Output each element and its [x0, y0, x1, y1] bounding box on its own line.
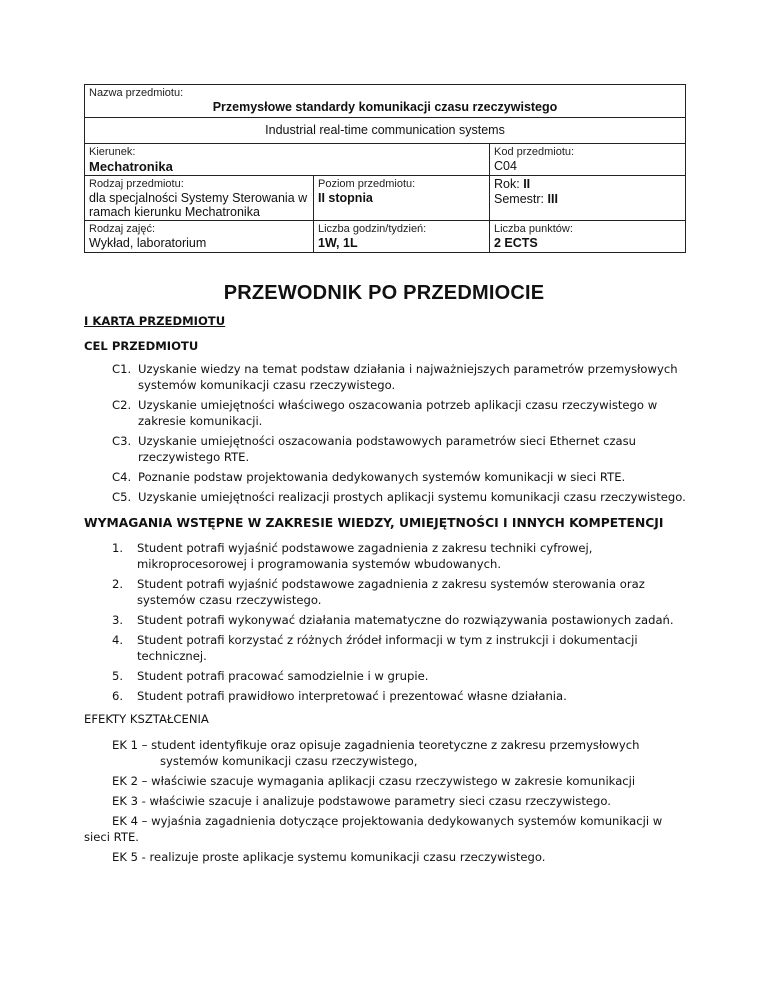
list-item	[112, 688, 692, 704]
card-heading: I KARTA PRZEDMIOTU	[84, 314, 226, 328]
outcome-text: EK 2 – właściwie szacuje wymagania aplikacji czasu rzeczywistego w zakresie komunikacji	[112, 774, 636, 788]
item-text: Student potrafi prawidłowo interpretować i prezentować własne działania.	[137, 689, 567, 703]
points-cell	[490, 221, 685, 252]
learning-outcomes-heading: EFEKTY KSZTAŁCENIA	[84, 712, 209, 726]
course-code-cell	[490, 144, 685, 175]
field-row	[85, 144, 685, 176]
list-item	[112, 612, 692, 628]
points-value: 2 ECTS	[494, 236, 538, 250]
semester-label: Semestr:	[494, 192, 545, 206]
hours-label: Liczba godzin/tydzień:	[318, 223, 427, 235]
item-text: Uzyskanie umiejętności oszacowania podstawowych parametrów sieci Ethernet czasu rzeczywistego RTE.	[138, 434, 637, 464]
objective-heading: CEL PRZEDMIOTU	[84, 339, 199, 353]
semester-value: III	[547, 192, 558, 206]
list-item	[112, 632, 692, 664]
requirements-heading: WYMAGANIA WSTĘPNE W ZAKRESIE WIEDZY, UMIEJĘTNOŚCI I INNYCH KOMPETENCJI	[84, 516, 664, 530]
item-text: Poznanie podstaw projektowania dedykowanych systemów komunikacji w sieci RTE.	[138, 470, 626, 484]
points-label: Liczba punktów:	[494, 223, 573, 235]
year-line	[494, 177, 681, 192]
item-number: 2.	[112, 577, 124, 591]
list-item	[112, 469, 692, 485]
outcome-continuation: systemów komunikacji czasu rzeczywistego,	[160, 754, 418, 768]
requirements-list	[112, 540, 692, 708]
item-number: 3.	[112, 613, 124, 627]
list-item	[112, 397, 692, 429]
outcome-text: EK 5 - realizuje proste aplikacje systemu komunikacji czasu rzeczywistego.	[112, 850, 546, 864]
item-number: C1.	[112, 362, 132, 376]
item-number: 6.	[112, 689, 124, 703]
course-info-table	[84, 84, 686, 253]
learning-outcomes-list	[84, 737, 684, 869]
class-type-label: Rodzaj zajęć:	[89, 223, 156, 235]
outcome-text: EK 1 – student identyfikuje oraz opisuje zagadnienia teoretyczne z zakresu przemysłowych	[112, 738, 640, 752]
hours-value: 1W, 1L	[318, 236, 358, 250]
item-text: Student potrafi pracować samodzielnie i w grupie.	[137, 669, 429, 683]
page-title: PRZEWODNIK PO PRZEDMIOCIE	[223, 282, 545, 304]
item-text: Student potrafi korzystać z różnych źródeł informacji w tym z instrukcji i dokumentacji technicznej.	[137, 633, 638, 663]
item-number: 5.	[112, 669, 124, 683]
item-number: C3.	[112, 434, 132, 448]
list-item	[84, 793, 684, 809]
item-number: 4.	[112, 633, 124, 647]
hours-cell	[314, 221, 490, 252]
course-level-cell	[314, 176, 490, 220]
course-level-value: II stopnia	[318, 191, 373, 205]
list-item	[112, 361, 692, 393]
item-text: Uzyskanie umiejętności realizacji prostych aplikacji systemu komunikacji czasu rzeczywistego.	[138, 490, 686, 504]
outcome-text: EK 4 – wyjaśnia zagadnienia dotyczące projektowania dedykowanych systemów komunikacji w sieci RTE.	[84, 814, 663, 844]
list-item	[84, 773, 684, 789]
field-value: Mechatronika	[89, 159, 173, 174]
item-text: Student potrafi wyjaśnić podstawowe zagadnienia z zakresu techniki cyfrowej, mikroprocesorowej i programowania systemów wbudowanych.	[137, 541, 593, 571]
item-number: C4.	[112, 470, 132, 484]
objectives-list	[112, 361, 692, 509]
list-item	[112, 489, 692, 505]
class-type-cell	[85, 221, 314, 252]
course-name-en-section	[85, 118, 685, 144]
course-code-label: Kod przedmiotu:	[494, 146, 575, 158]
list-item	[84, 813, 684, 845]
item-number: C5.	[112, 490, 132, 504]
class-type-value: Wykład, laboratorium	[89, 236, 207, 250]
semester-line	[494, 192, 681, 207]
course-name-en: Industrial real-time communication systems	[265, 123, 505, 137]
list-item	[112, 576, 692, 608]
list-item	[112, 668, 692, 684]
item-text: Uzyskanie wiedzy na temat podstaw działania i najważniejszych parametrów przemysłowych systemów komunikacji czasu rzeczywistego.	[138, 362, 678, 392]
course-type-cell	[85, 176, 314, 220]
field-cell	[85, 144, 490, 175]
year-label: Rok:	[494, 177, 520, 191]
list-item	[84, 849, 684, 865]
course-name-label: Nazwa przedmiotu:	[89, 87, 184, 99]
item-text: Student potrafi wykonywać działania matematyczne do rozwiązywania postawionych zadań.	[137, 613, 674, 627]
field-label: Kierunek:	[89, 146, 136, 158]
type-row	[85, 176, 685, 221]
course-name-section	[85, 85, 685, 118]
classes-row	[85, 221, 685, 252]
course-type-value: dla specjalności Systemy Sterowania w ramach kierunku Mechatronika	[89, 191, 308, 219]
list-item	[84, 737, 684, 769]
course-name-value: Przemysłowe standardy komunikacji czasu rzeczywistego	[212, 100, 558, 114]
course-code-value: C04	[494, 159, 517, 173]
outcome-text: EK 3 - właściwie szacuje i analizuje podstawowe parametry sieci czasu rzeczywistego.	[112, 794, 611, 808]
item-text: Student potrafi wyjaśnić podstawowe zagadnienia z zakresu systemów sterowania oraz systemów czasu rzeczywistego.	[137, 577, 645, 607]
year-value: II	[523, 177, 531, 191]
course-type-label: Rodzaj przedmiotu:	[89, 178, 184, 190]
item-number: C2.	[112, 398, 132, 412]
item-number: 1.	[112, 541, 124, 555]
year-semester-cell	[490, 176, 685, 220]
list-item	[112, 433, 692, 465]
list-item	[112, 540, 692, 572]
item-text: Uzyskanie umiejętności właściwego oszacowania potrzeb aplikacji czasu rzeczywistego w zakresie komunikacji.	[138, 398, 658, 428]
course-level-label: Poziom przedmiotu:	[318, 178, 416, 190]
